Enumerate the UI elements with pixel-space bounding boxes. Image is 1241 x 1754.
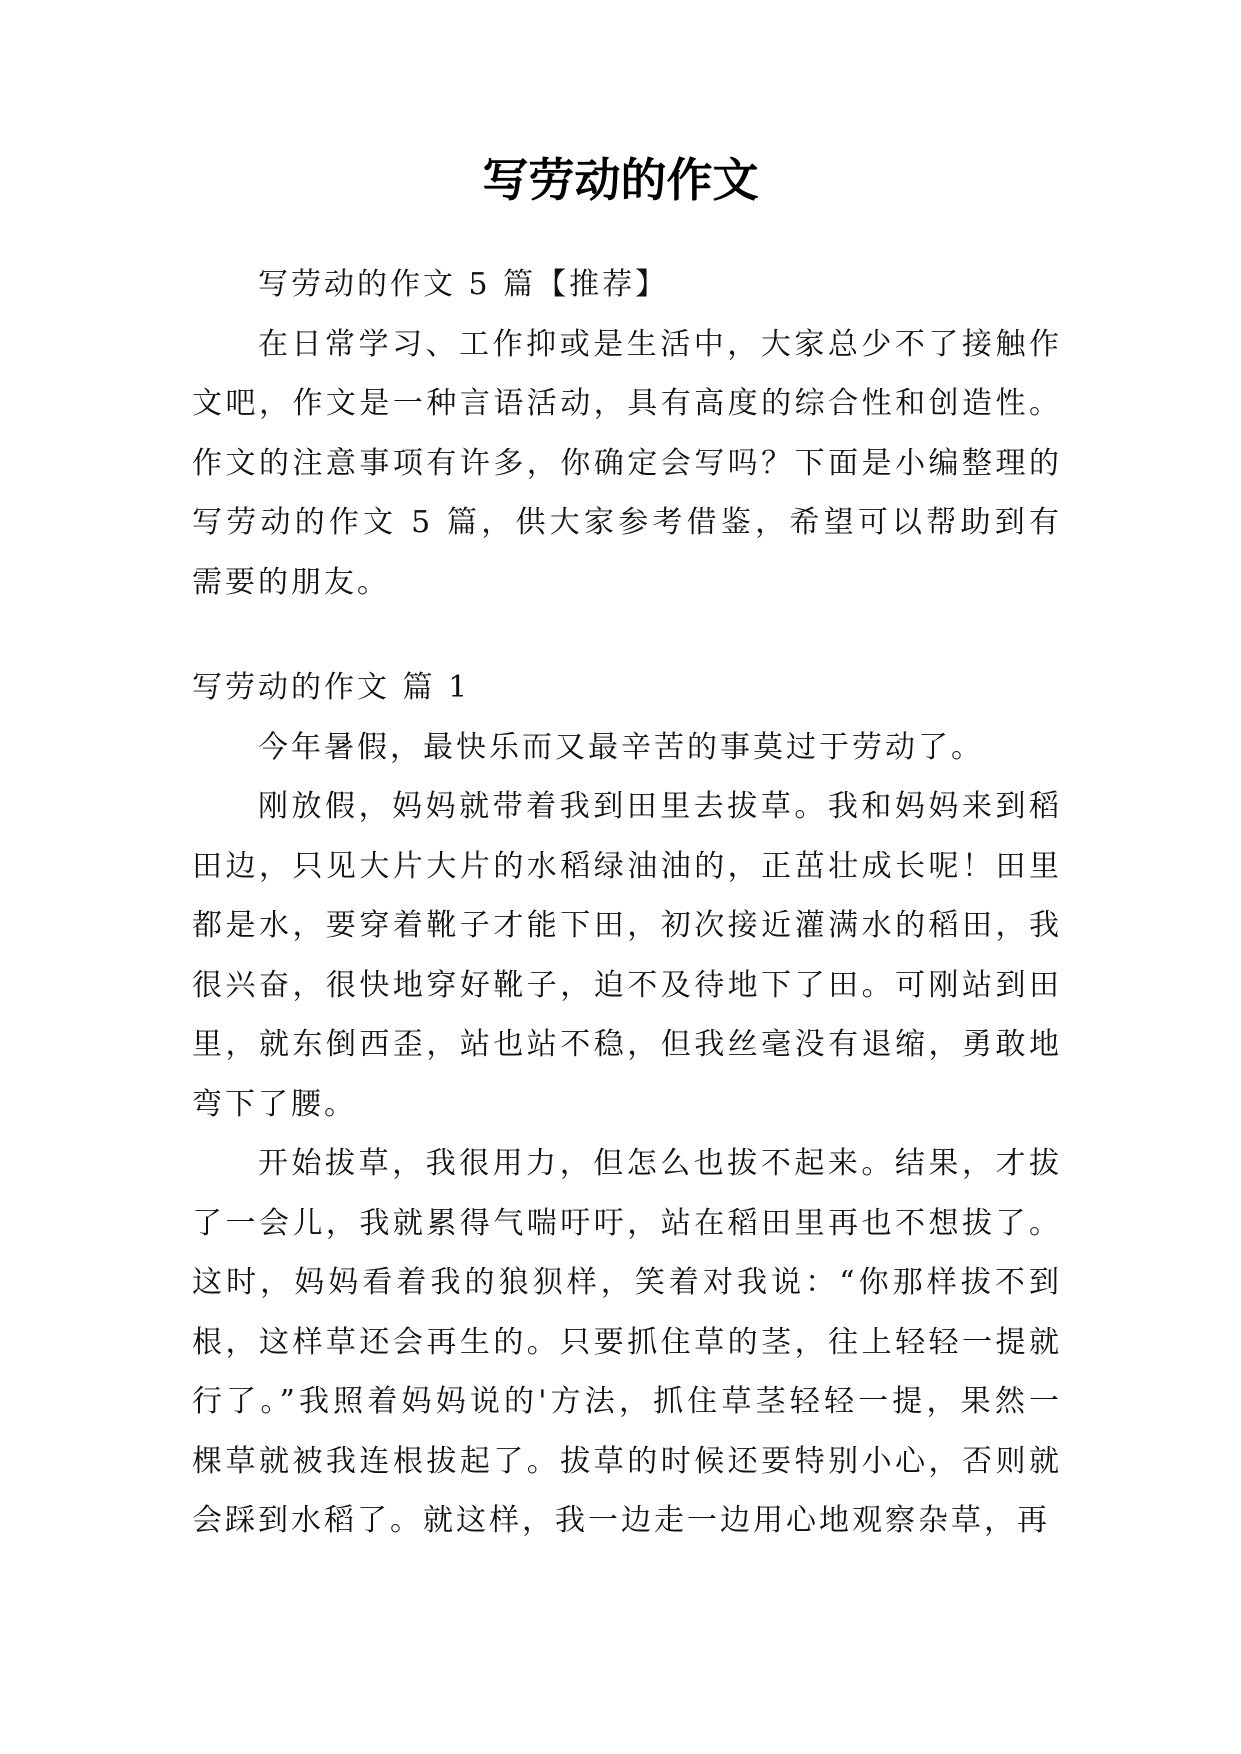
section-heading: 写劳动的作文 篇 1 bbox=[192, 670, 471, 705]
document-title: 写劳动的作文 bbox=[482, 153, 759, 207]
body-paragraph: 今年暑假，最快乐而又最辛苦的事莫过于劳动了。 bbox=[258, 729, 984, 765]
document-body bbox=[192, 255, 1062, 1551]
intro-paragraph: 在日常学习、工作抑或是生活中，大家总少不了接触作文吧，作文是一种言语活动，具有高度的综合性和创造性。作文的注意事项有许多，你确定会写吗？下面是小编整理的写劳动的作文 5 篇，供大家参考借鉴，希望可以帮助到有需要的朋友。 bbox=[192, 326, 1062, 600]
body-paragraph: 刚放假，妈妈就带着我到田里去拔草。我和妈妈来到稻田边，只见大片大片的水稻绿油油的，正茁壮成长呢！田里都是水，要穿着靴子才能下田，初次接近灌满水的稻田，我很兴奋，很快地穿好靴子，迫不及待地下了田。可刚站到田里，就东倒西歪，站也站不稳，但我丝毫没有退缩，勇敢地弯下了腰。 bbox=[192, 789, 1062, 1122]
body-paragraph: 开始拔草，我很用力，但怎么也拔不起来。结果，才拔了一会儿，我就累得气喘吁吁，站在稻田里再也不想拔了。这时，妈妈看着我的狼狈样，笑着对我说：“你那样拔不到根，这样草还会再生的。只要抓住草的茎，往上轻轻一提就行了。”我照着妈妈说的'方法，抓住草茎轻轻一提，果然一棵草就被我连根拔起了。拔草的时候还要特别小心，否则就会踩到水稻了。就这样，我一边走一边用心地观察杂草，再 bbox=[192, 1146, 1062, 1538]
document-subtitle: 写劳动的作文 5 篇【推荐】 bbox=[258, 267, 669, 302]
